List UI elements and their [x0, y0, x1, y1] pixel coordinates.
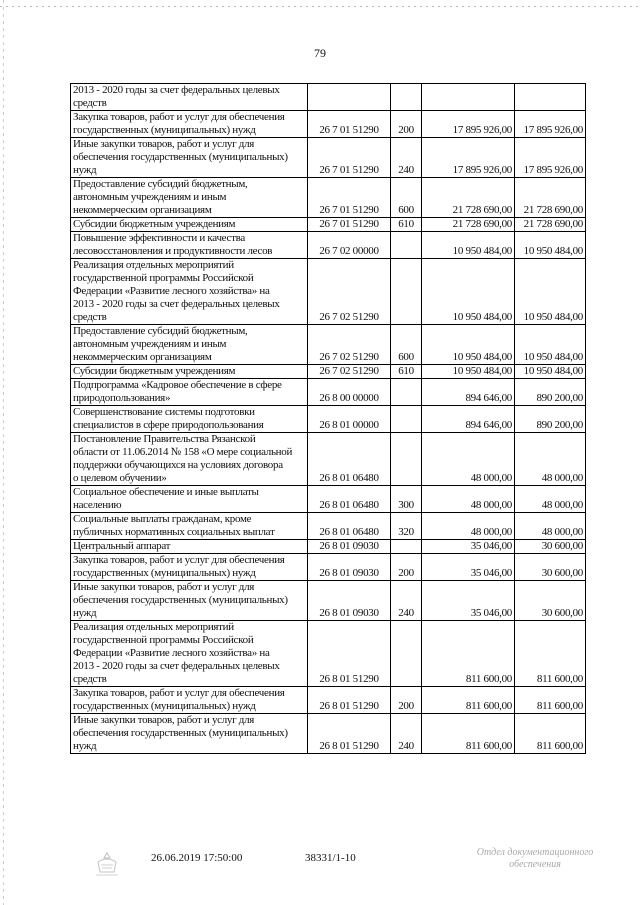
row-amount-a-cell: 48 000,00 [422, 513, 515, 540]
row-name-cell [71, 714, 308, 754]
row-name-line: некоммерческим организациям [73, 204, 212, 216]
row-code-cell: 26 7 02 51290 [308, 325, 391, 365]
row-code-cell: 26 8 01 51290 [308, 714, 391, 754]
row-amount-a-cell: 48 000,00 [422, 486, 515, 513]
row-amount-a-cell: 21 728 690,00 [422, 178, 515, 218]
row-amount-b-cell: 48 000,00 [515, 486, 586, 513]
table-row [71, 84, 586, 111]
row-name-line: нужд [73, 164, 97, 176]
row-code-cell: 26 7 02 00000 [308, 232, 391, 259]
row-code-cell: 26 7 01 51290 [308, 178, 391, 218]
row-name-line: области от 11.06.2014 № 158 «О мере социальной [73, 446, 293, 458]
row-amount-b-cell: 811 600,00 [515, 687, 586, 714]
row-name-line: Закупка товаров, работ и услуг для обеспечения [73, 554, 285, 566]
row-amount-a-cell: 811 600,00 [422, 621, 515, 687]
row-code-cell: 26 8 01 09030 [308, 554, 391, 581]
row-name-line: специалистов в сфере природопользования [73, 419, 264, 431]
row-name-line: некоммерческим организациям [73, 351, 212, 363]
table-row [71, 621, 586, 687]
table-row [71, 406, 586, 433]
row-code-cell: 26 8 01 09030 [308, 581, 391, 621]
row-code-cell: 26 8 01 06480 [308, 433, 391, 486]
row-amount-b-cell [515, 84, 586, 111]
table-row [71, 325, 586, 365]
row-amount-b-cell: 48 000,00 [515, 513, 586, 540]
row-name-line: 2013 - 2020 годы за счет федеральных целевых [73, 298, 280, 310]
row-amount-a-cell: 17 895 926,00 [422, 111, 515, 138]
row-type-cell: 610 [391, 365, 422, 379]
table-row [71, 178, 586, 218]
row-amount-a-cell: 10 950 484,00 [422, 365, 515, 379]
row-name-line: Субсидии бюджетным учреждениям [73, 218, 236, 230]
row-name-line: Иные закупки товаров, работ и услуг для [73, 581, 255, 593]
row-name-line: Социальное обеспечение и иные выплаты [73, 486, 259, 498]
emblem-icon [92, 850, 122, 878]
row-amount-a-cell: 35 046,00 [422, 554, 515, 581]
row-name-cell [71, 232, 308, 259]
row-amount-a-cell: 894 646,00 [422, 406, 515, 433]
row-name-cell [71, 433, 308, 486]
row-name-cell [71, 259, 308, 325]
row-name-cell [71, 111, 308, 138]
row-name-cell [71, 554, 308, 581]
row-name-cell [71, 325, 308, 365]
row-amount-b-cell: 10 950 484,00 [515, 325, 586, 365]
row-name-line: Совершенствование системы подготовки [73, 406, 255, 418]
row-amount-a-cell: 811 600,00 [422, 687, 515, 714]
row-amount-a-cell: 21 728 690,00 [422, 218, 515, 232]
row-amount-a-cell: 35 046,00 [422, 581, 515, 621]
row-code-cell: 26 7 01 51290 [308, 111, 391, 138]
row-amount-a-cell: 894 646,00 [422, 379, 515, 406]
row-type-cell [391, 433, 422, 486]
row-amount-b-cell: 890 200,00 [515, 406, 586, 433]
row-name-line: 2013 - 2020 годы за счет федеральных целевых [73, 660, 280, 672]
footer-date: 26.06.2019 17:50:00 [151, 852, 243, 864]
row-name-line: средств [73, 311, 107, 323]
row-type-cell: 240 [391, 714, 422, 754]
row-code-cell: 26 8 01 51290 [308, 687, 391, 714]
row-name-line: государственных (муниципальных) нужд [73, 567, 256, 579]
row-name-line: Иные закупки товаров, работ и услуг для [73, 714, 255, 726]
row-name-line: поддержки обучающихся на условиях договора [73, 459, 283, 471]
scan-edge-left [3, 0, 4, 905]
row-amount-a-cell: 10 950 484,00 [422, 325, 515, 365]
row-type-cell: 600 [391, 178, 422, 218]
row-type-cell [391, 259, 422, 325]
row-type-cell [391, 621, 422, 687]
row-name-cell [71, 84, 308, 111]
row-amount-b-cell: 30 600,00 [515, 540, 586, 554]
table-row [71, 232, 586, 259]
row-type-cell: 200 [391, 687, 422, 714]
table-row [71, 365, 586, 379]
row-name-line: населению [73, 499, 122, 511]
row-name-line: государственных (муниципальных) нужд [73, 700, 256, 712]
row-name-line: Закупка товаров, работ и услуг для обеспечения [73, 687, 285, 699]
row-name-line: Повышение эффективности и качества [73, 232, 245, 244]
row-code-cell: 26 8 01 51290 [308, 621, 391, 687]
row-amount-a-cell: 17 895 926,00 [422, 138, 515, 178]
table-row [71, 554, 586, 581]
row-type-cell: 300 [391, 486, 422, 513]
row-name-cell [71, 513, 308, 540]
row-name-cell [71, 379, 308, 406]
row-type-cell: 600 [391, 325, 422, 365]
row-name-line: обеспечения государственных (муниципальных) [73, 594, 288, 606]
table-row [71, 581, 586, 621]
row-name-line: Социальные выплаты гражданам, кроме [73, 513, 252, 525]
row-type-cell: 610 [391, 218, 422, 232]
row-amount-a-cell: 10 950 484,00 [422, 232, 515, 259]
row-name-cell [71, 218, 308, 232]
row-name-cell [71, 406, 308, 433]
row-amount-b-cell: 17 895 926,00 [515, 138, 586, 178]
row-name-line: публичных нормативных социальных выплат [73, 526, 275, 538]
row-name-line: нужд [73, 607, 97, 619]
row-name-line: Предоставление субсидий бюджетным, [73, 325, 248, 337]
row-amount-a-cell: 35 046,00 [422, 540, 515, 554]
table-row [71, 111, 586, 138]
row-code-cell: 26 8 01 06480 [308, 513, 391, 540]
row-amount-b-cell: 811 600,00 [515, 621, 586, 687]
row-name-line: Федерации «Развитие лесного хозяйства» на [73, 285, 270, 297]
row-amount-b-cell: 21 728 690,00 [515, 178, 586, 218]
table-row [71, 259, 586, 325]
row-name-line: автономным учреждениям и иным [73, 191, 227, 203]
page-number: 79 [314, 46, 326, 60]
row-name-line: средств [73, 673, 107, 685]
row-name-cell [71, 138, 308, 178]
row-name-line: государственной программы Российской [73, 272, 254, 284]
row-code-cell: 26 8 01 06480 [308, 486, 391, 513]
row-amount-a-cell: 811 600,00 [422, 714, 515, 754]
row-name-line: 2013 - 2020 годы за счет федеральных целевых [73, 84, 280, 96]
row-type-cell [391, 406, 422, 433]
row-code-cell [308, 84, 391, 111]
row-amount-b-cell: 30 600,00 [515, 581, 586, 621]
row-type-cell [391, 232, 422, 259]
table-row [71, 513, 586, 540]
row-type-cell [391, 540, 422, 554]
row-name-cell [71, 540, 308, 554]
row-name-line: Закупка товаров, работ и услуг для обеспечения [73, 111, 285, 123]
footer-office-stamp [450, 847, 620, 871]
row-name-line: Иные закупки товаров, работ и услуг для [73, 138, 255, 150]
row-type-cell [391, 84, 422, 111]
table-row [71, 433, 586, 486]
row-name-line: обеспечения государственных (муниципальных) [73, 151, 288, 163]
row-name-line: Федерации «Развитие лесного хозяйства» на [73, 647, 270, 659]
table-row [71, 218, 586, 232]
row-name-cell [71, 486, 308, 513]
row-name-cell [71, 621, 308, 687]
row-name-line: природопользования» [73, 392, 171, 404]
row-name-line: Предоставление субсидий бюджетным, [73, 178, 248, 190]
row-type-cell: 240 [391, 138, 422, 178]
row-amount-b-cell: 21 728 690,00 [515, 218, 586, 232]
row-name-cell [71, 178, 308, 218]
row-type-cell: 240 [391, 581, 422, 621]
row-type-cell: 320 [391, 513, 422, 540]
row-code-cell: 26 8 01 00000 [308, 406, 391, 433]
row-amount-a-cell: 48 000,00 [422, 433, 515, 486]
row-amount-b-cell: 48 000,00 [515, 433, 586, 486]
row-type-cell [391, 379, 422, 406]
row-amount-a-cell [422, 84, 515, 111]
budget-table [70, 83, 586, 754]
scan-edge-top [0, 6, 640, 7]
row-code-cell: 26 7 02 51290 [308, 259, 391, 325]
row-name-line: Подпрограмма «Кадровое обеспечение в сфере [73, 379, 282, 391]
row-name-line: государственных (муниципальных) нужд [73, 124, 256, 136]
table-row [71, 138, 586, 178]
row-amount-b-cell: 10 950 484,00 [515, 365, 586, 379]
row-type-cell: 200 [391, 111, 422, 138]
row-name-cell [71, 687, 308, 714]
row-name-line: нужд [73, 740, 97, 752]
row-amount-b-cell: 10 950 484,00 [515, 232, 586, 259]
row-name-line: средств [73, 97, 107, 109]
budget-table-body [71, 84, 586, 754]
table-row [71, 486, 586, 513]
footer-doc-number: 38331/1-10 [305, 852, 356, 864]
table-row [71, 379, 586, 406]
row-name-line: Центральный аппарат [73, 540, 171, 552]
row-code-cell: 26 7 01 51290 [308, 138, 391, 178]
row-amount-b-cell: 890 200,00 [515, 379, 586, 406]
row-code-cell: 26 7 01 51290 [308, 218, 391, 232]
footer-office-line: Отдел документационного [476, 847, 594, 858]
row-name-line: Постановление Правительства Рязанской [73, 433, 256, 445]
row-name-line: государственной программы Российской [73, 634, 254, 646]
row-name-line: Реализация отдельных мероприятий [73, 259, 234, 271]
row-name-line: Реализация отдельных мероприятий [73, 621, 234, 633]
row-type-cell: 200 [391, 554, 422, 581]
table-row [71, 687, 586, 714]
row-code-cell: 26 8 01 09030 [308, 540, 391, 554]
row-name-line: автономным учреждениям и иным [73, 338, 227, 350]
row-amount-b-cell: 10 950 484,00 [515, 259, 586, 325]
row-name-cell [71, 365, 308, 379]
table-row [71, 540, 586, 554]
table-row [71, 714, 586, 754]
row-name-cell [71, 581, 308, 621]
row-amount-b-cell: 811 600,00 [515, 714, 586, 754]
row-code-cell: 26 8 00 00000 [308, 379, 391, 406]
row-name-line: лесовосстановления и продуктивности лесов [73, 245, 273, 257]
row-code-cell: 26 7 02 51290 [308, 365, 391, 379]
row-name-line: о целевом обучении» [73, 472, 167, 484]
row-name-line: обеспечения государственных (муниципальных) [73, 727, 288, 739]
footer-office-line: обеспечения [509, 859, 561, 870]
row-amount-b-cell: 30 600,00 [515, 554, 586, 581]
row-amount-b-cell: 17 895 926,00 [515, 111, 586, 138]
row-name-line: Субсидии бюджетным учреждениям [73, 365, 236, 377]
row-amount-a-cell: 10 950 484,00 [422, 259, 515, 325]
